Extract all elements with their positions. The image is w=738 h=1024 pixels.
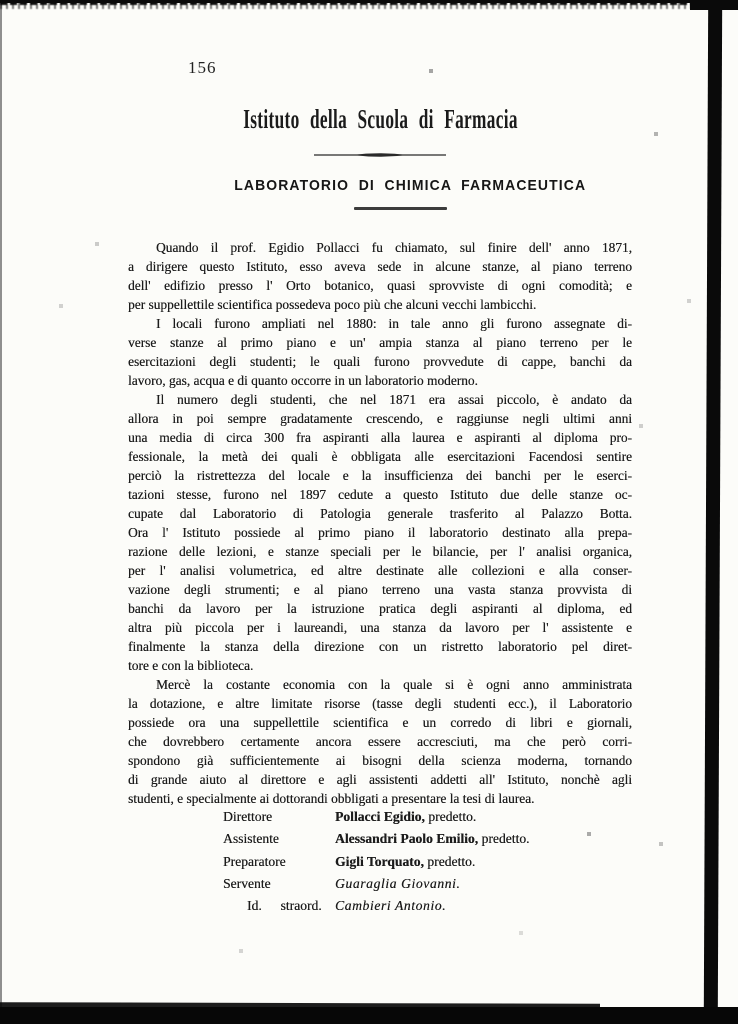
page-number: 156 — [188, 58, 217, 77]
institute-title-wrap — [128, 104, 632, 135]
staff-name-suffix: predetto. — [478, 831, 530, 847]
text-line: finalmente la stanza della direzione con un ristretto laboratorio pel diret- — [128, 639, 632, 654]
text-line: esercitazioni degli studenti; le quali furono provvedute di cappe, banchi da — [128, 354, 632, 369]
staff-name: Cambieri Antonio. — [335, 898, 447, 914]
text-line: tore e con la biblioteca. — [128, 658, 254, 673]
scan-edge-left-line — [0, 0, 2, 1010]
staff-name: Pollacci Egidio, — [335, 809, 425, 824]
text-line: Ora l' Istituto possiede al primo piano il laboratorio destinato alla prepa- — [128, 525, 632, 540]
staff-name: Alessandri Paolo Emilio, — [335, 831, 479, 847]
staff-row — [128, 806, 632, 828]
staff-row — [128, 828, 632, 850]
text-line: I locali furono ampliati nel 1880: in tale anno gli furono assegnate di- — [156, 316, 632, 331]
staff-role: Servente — [223, 875, 271, 891]
body-text — [128, 238, 632, 808]
staff-row — [128, 895, 632, 917]
scan-bar-right — [704, 0, 722, 1014]
text-line: fessionale, la metà dei quali è obbligata alle esercitazioni Facendosi sentire — [128, 449, 632, 464]
institute-title: Istituto della Scuola di Farmacia — [242, 104, 518, 134]
staff-name: Guaraglia Giovanni. — [335, 875, 461, 891]
staff-role: Id. straord. — [247, 898, 322, 914]
section-title-rule — [354, 207, 447, 210]
staff-name-suffix: predetto. — [423, 853, 476, 869]
text-line: Mercè la costante economia con la quale si è ogni anno amministrata — [156, 677, 632, 692]
paragraph — [128, 390, 632, 675]
text-line: a dirigere questo Istituto, esso aveva sede in alcune stanze, al piano terreno — [128, 259, 632, 274]
staff-role: Preparatore — [223, 853, 286, 869]
text-line: banchi da lavoro per la istruzione pratica degli aspiranti al diploma, ed — [128, 601, 632, 616]
swelled-rule-icon — [314, 151, 446, 159]
section-title: LABORATORIO DI CHIMICA FARMACEUTICA — [234, 177, 586, 194]
text-line: vazione degli strumenti; e al piano terreno una vasta stanza provvista di — [128, 582, 632, 597]
text-line: spondono già sufficientemente ai bisogni della scienza moderna, tornando — [128, 753, 632, 768]
page-content — [128, 0, 632, 1024]
paragraph — [128, 314, 632, 390]
text-line: tazioni stesse, furono nel 1897 cedute a questo Istituto due delle stanze oc- — [128, 487, 632, 502]
staff-role: Direttore — [223, 809, 273, 824]
text-line: per l' analisi volumetrica, ed altre destinate alle collezioni e alla conser- — [128, 563, 632, 578]
scan-specks — [0, 0, 2, 2]
text-line: altra più piccola per i laureandi, una stanza da lavoro per l' assistente e — [128, 620, 632, 635]
staff-name: Gigli Torquato, — [335, 853, 424, 869]
staff-role: Assistente — [223, 831, 279, 847]
text-line: dell' edifizio presso l' Orto botanico, quasi sprovviste di ogni comodità; e — [128, 278, 632, 293]
text-line: verse stanze al primo piano e un' ampia stanza al piano terreno per le — [128, 335, 632, 350]
text-line: possiede ora una suppellettile scientifica e un corredo di libri e giornali, — [128, 715, 632, 730]
staff-row — [128, 873, 632, 895]
text-line: una media di circa 300 fra aspiranti alla laurea e aspiranti al diploma pro- — [128, 430, 632, 445]
text-line: Quando il prof. Egidio Pollacci fu chiamato, sul finire dell' anno 1871, — [156, 240, 632, 255]
section-title-wrap — [158, 177, 662, 195]
text-line: perciò la ristrettezza del locale e la insufficienza dei banchi per le eserci- — [128, 468, 632, 483]
text-line: lavoro, gas, acqua e di quanto occorre in un laboratorio moderno. — [128, 373, 478, 388]
text-line: Il numero degli studenti, che nel 1871 era assai piccolo, è andato da — [156, 392, 632, 407]
text-line: cupate dal Laboratorio di Patologia generale trasferito al Palazzo Botta. — [128, 506, 632, 521]
text-line: la dotazione, e altre limitate risorse (tasse degli studenti ecc.), il Laboratorio — [128, 696, 632, 711]
staff-list — [128, 806, 632, 917]
text-line: che dovrebbero certamente ancora essere accresciuti, ma che però corri- — [128, 734, 632, 749]
text-line: di grande aiuto al direttore e agli assistenti addetti all' Istituto, nonchè agli — [128, 772, 632, 787]
paragraph — [128, 238, 632, 314]
title-rule-ornament — [128, 146, 632, 164]
text-line: per suppellettile scientifica possedeva poco più che alcuni vecchi lambicchi. — [128, 297, 537, 312]
staff-name-suffix: predetto. — [424, 809, 477, 824]
text-line: studenti, e specialmente ai dottorandi obbligati a presentare la tesi di laurea. — [128, 791, 535, 806]
paragraph — [128, 675, 632, 808]
text-line: allora in poi sempre gradatamente crescendo, e raggiunse negli ultimi anni — [128, 411, 632, 426]
text-line: razione delle lezioni, e stanze speciali per le bilancie, per l' analisi organica, — [128, 544, 632, 559]
staff-row — [128, 851, 632, 873]
